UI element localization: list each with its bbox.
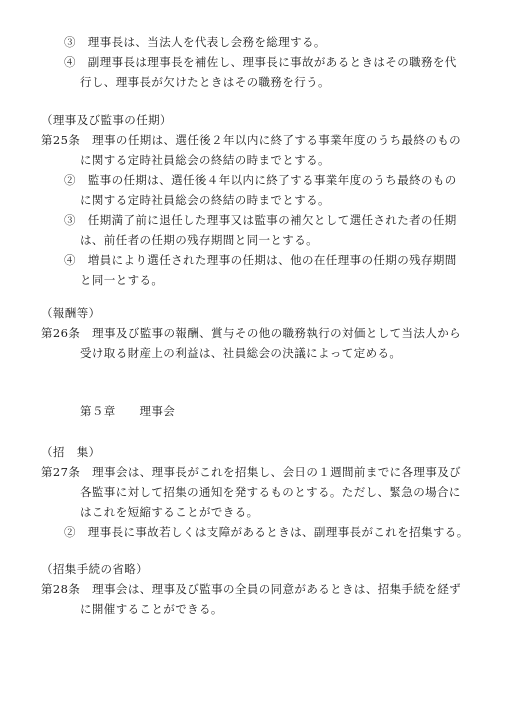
section-heading: （招 集） [41, 445, 101, 459]
text-line: ④ 増員により選任された理事の任期は、他の在任理事の任期の残存期間 [64, 253, 457, 267]
article-line: 第25条 理事の任期は、選任後２年以内に終了する事業年度のうち最終のもの [41, 133, 462, 147]
article-line: 第26条 理事及び監事の報酬、賞与その他の職務執行の対価として当法人から [41, 326, 462, 340]
section-heading: （招集手続の省略） [41, 562, 149, 576]
text-line: と同一とする。 [80, 273, 164, 287]
text-line: 行し、理事長が欠けたときはその職務を行う。 [80, 75, 330, 89]
section-heading: （理事及び監事の任期） [41, 113, 172, 127]
section-heading: （報酬等） [41, 306, 101, 320]
text-line: はこれを短縮することができる。 [80, 505, 259, 519]
text-line: 受け取る財産上の利益は、社員総会の決議によって定める。 [80, 346, 402, 360]
text-line: ② 理事長に事故若しくは支障があるときは、副理事長がこれを招集する。 [64, 525, 469, 539]
text-line: に開催することができる。 [80, 602, 223, 616]
text-line: は、前任者の任期の残存期間と同一とする。 [80, 233, 318, 247]
article-line: 第27条 理事会は、理事長がこれを招集し、会日の１週間前までに各理事及び [41, 465, 462, 479]
chapter-title: 第５章 理事会 [80, 404, 176, 418]
text-line: 各監事に対して招集の通知を発するものとする。ただし、緊急の場合に [80, 485, 461, 499]
text-line: ③ 任期満了前に退任した理事又は監事の補欠として選任された者の任期 [64, 213, 457, 227]
article-line: 第28条 理事会は、理事及び監事の全員の同意があるときは、招集手続を経ず [41, 582, 462, 596]
text-line: ③ 理事長は、当法人を代表し会務を総理する。 [64, 35, 326, 49]
text-line: に関する定時社員総会の終結の時までとする。 [80, 193, 330, 207]
text-line: ② 監事の任期は、選任後４年以内に終了する事業年度のうち最終のもの [64, 173, 457, 187]
text-line: に関する定時社員総会の終結の時までとする。 [80, 153, 330, 167]
text-line: ④ 副理事長は理事長を補佐し、理事長に事故があるときはその職務を代 [64, 55, 457, 69]
